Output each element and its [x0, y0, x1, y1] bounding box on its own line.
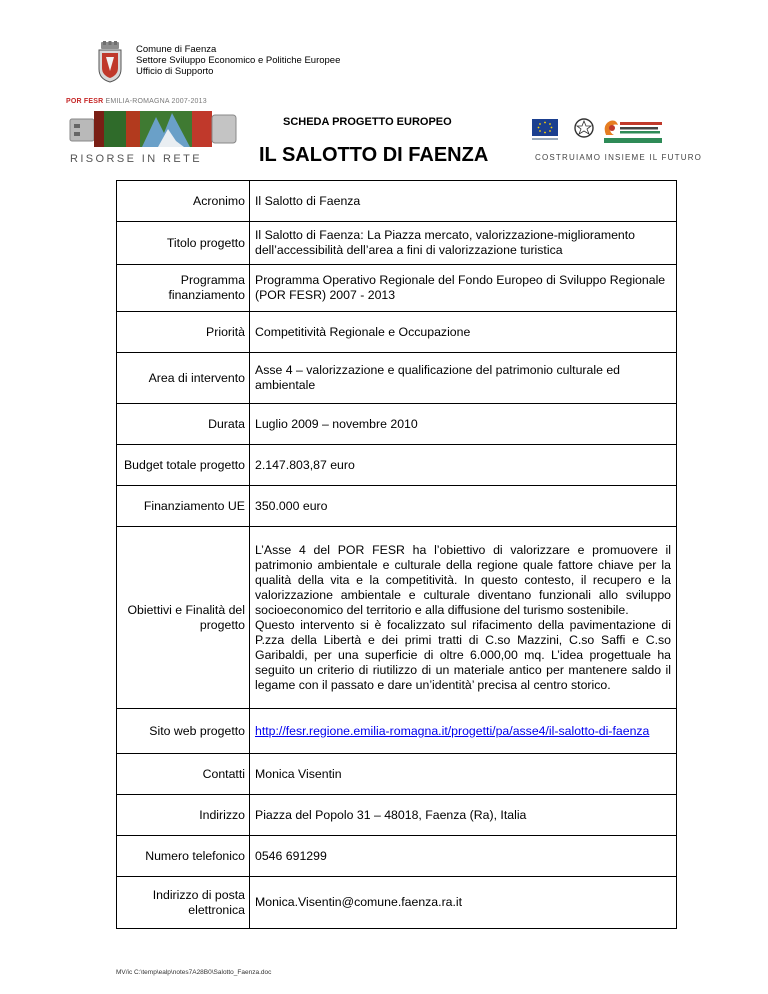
risorse-in-rete-label: RISORSE IN RETE — [70, 153, 202, 165]
page-title: IL SALOTTO DI FAENZA — [259, 144, 489, 166]
por-region-label: EMILIA-ROMAGNA 2007-2013 — [105, 98, 207, 105]
label-indirizzo: Indirizzo — [117, 795, 250, 836]
office-line-municipality: Comune di Faenza — [136, 44, 217, 55]
label-email: Indirizzo di posta elettronica — [117, 877, 250, 929]
row-budget — [117, 445, 677, 486]
eu-flag-icon — [532, 119, 558, 140]
value-email: Monica.Visentin@comune.faenza.ra.it — [250, 877, 677, 929]
project-website-link[interactable]: http://fesr.regione.emilia-romagna.it/progetti/pa/asse4/il-salotto-di-faenza — [255, 723, 650, 738]
label-sito-web: Sito web progetto — [117, 709, 250, 754]
label-acronimo: Acronimo — [117, 181, 250, 222]
document-path-footer: MV/ic C:\temp\ealp\notes7A28B0\Salotto_Faenza.doc — [116, 969, 272, 976]
row-contatti — [117, 754, 677, 795]
office-line-sector: Settore Sviluppo Economico e Politiche Europee — [136, 55, 341, 66]
label-programma: Programma finanziamento — [117, 265, 250, 312]
row-area — [117, 353, 677, 404]
row-sito-web — [117, 709, 677, 754]
row-programma — [117, 265, 677, 312]
value-indirizzo: Piazza del Popolo 31 – 48018, Faenza (Ra), Italia — [250, 795, 677, 836]
value-titolo: Il Salotto di Faenza: La Piazza mercato, valorizzazione-miglioramento dell’accessibilità dell’area a fini di valorizzazione turistica — [250, 222, 677, 265]
office-line-unit: Ufficio di Supporto — [136, 66, 214, 77]
value-durata: Luglio 2009 – novembre 2010 — [250, 404, 677, 445]
value-programma: Programma Operativo Regionale del Fondo Europeo di Sviluppo Regionale (POR FESR) 2007 - 2013 — [250, 265, 677, 312]
value-priorita: Competitività Regionale e Occupazione — [250, 312, 677, 353]
office-heading — [136, 44, 340, 77]
label-durata: Durata — [117, 404, 250, 445]
value-finanziamento-ue: 350.000 euro — [250, 486, 677, 527]
project-info-table — [116, 180, 677, 929]
value-obiettivi — [250, 527, 677, 709]
label-priorita: Priorità — [117, 312, 250, 353]
label-obiettivi: Obiettivi e Finalità del progetto — [117, 527, 250, 709]
costruiamo-slogan: COSTRUIAMO INSIEME IL FUTURO — [535, 153, 703, 162]
value-sito-web — [250, 709, 677, 754]
regione-emilia-romagna-logo-icon — [604, 121, 662, 144]
row-durata — [117, 404, 677, 445]
obiettivi-paragraph-1: L’Asse 4 del POR FESR ha l’obiettivo di valorizzare e promuovere il patrimonio ambientale e culturale della regione quale fattore chiave per la qualità della vita e la competitività. In questo contesto, il recupero e la valorizzazione ambientale e culturale diventano funzionali allo sviluppo socioeconomico del territorio e alla diffusione del turismo sostenibile. — [255, 542, 671, 617]
label-budget: Budget totale progetto — [117, 445, 250, 486]
faenza-crest-logo — [97, 41, 123, 83]
label-telefono: Numero telefonico — [117, 836, 250, 877]
label-titolo: Titolo progetto — [117, 222, 250, 265]
usb-stick-image — [68, 107, 238, 151]
value-budget: 2.147.803,87 euro — [250, 445, 677, 486]
value-contatti: Monica Visentin — [250, 754, 677, 795]
label-finanziamento-ue: Finanziamento UE — [117, 486, 250, 527]
document-type-label: SCHEDA PROGETTO EUROPEO — [283, 116, 452, 128]
row-titolo — [117, 222, 677, 265]
partner-logos — [532, 117, 664, 147]
row-email — [117, 877, 677, 929]
label-contatti: Contatti — [117, 754, 250, 795]
value-area: Asse 4 – valorizzazione e qualificazione del patrimonio culturale ed ambientale — [250, 353, 677, 404]
por-fesr-label: POR FESR — [66, 98, 104, 105]
row-acronimo — [117, 181, 677, 222]
por-fesr-banner — [66, 98, 207, 105]
value-telefono: 0546 691299 — [250, 836, 677, 877]
italian-republic-emblem-icon — [575, 119, 593, 137]
row-obiettivi — [117, 527, 677, 709]
value-acronimo: Il Salotto di Faenza — [250, 181, 677, 222]
obiettivi-paragraph-2: Questo intervento si è focalizzato sul rifacimento della pavimentazione di P.zza della Libertà e dei primi tratti di C.so Mazzini, C.so Saffi e C.so Garibaldi, per una superficie di oltre 6.000,00 mq. L’idea progettuale ha seguito un criterio di riutilizzo di un materiale antico per mantenere saldo il legame con il passato e dare un’identità’ precisa al centro storico. — [255, 617, 671, 692]
row-telefono — [117, 836, 677, 877]
label-area: Area di intervento — [117, 353, 250, 404]
row-indirizzo — [117, 795, 677, 836]
row-priorita — [117, 312, 677, 353]
row-finanziamento-ue — [117, 486, 677, 527]
